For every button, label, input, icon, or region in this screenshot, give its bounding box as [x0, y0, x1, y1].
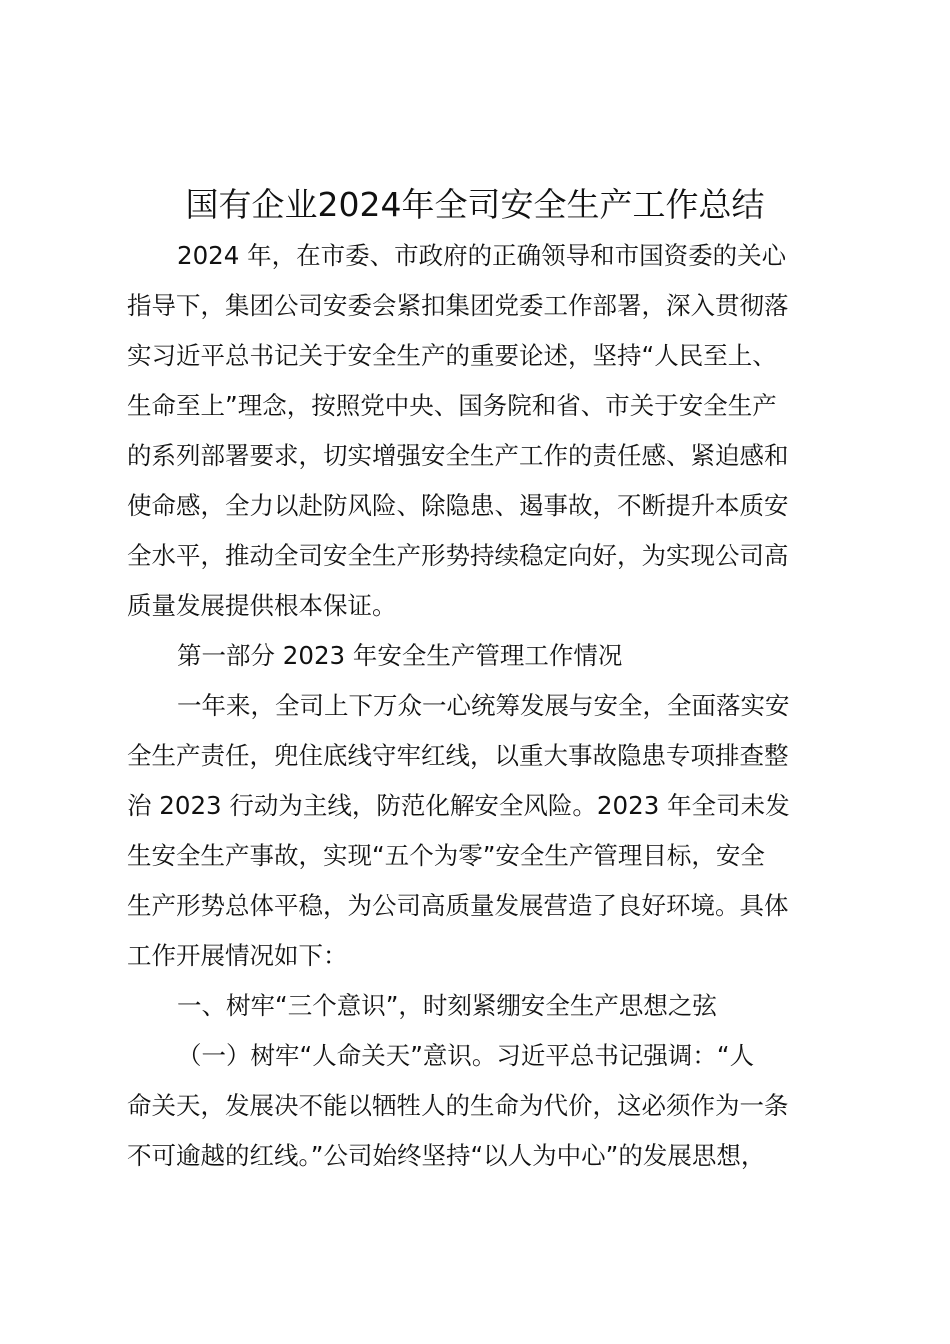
body-line: 生产形势总体平稳，为公司高质量发展营造了良好环境。具体: [127, 891, 789, 920]
body-line: 2024 年，在市委、市政府的正确领导和市国资委的关心: [177, 241, 787, 270]
body-line: 质量发展提供根本保证。: [127, 591, 397, 620]
body-line: 一、树牢“三个意识”，时刻紧绷安全生产思想之弦: [177, 991, 717, 1020]
body-line: 命关天，发展决不能以牺牲人的生命为代价，这必须作为一条: [127, 1091, 789, 1120]
document-body: [127, 231, 847, 1181]
body-line: 全水平，推动全司安全生产形势持续稳定向好，为实现公司高: [127, 541, 789, 570]
body-line: 全生产责任，兜住底线守牢红线，以重大事故隐患专项排查整: [127, 741, 789, 770]
body-line: 生命至上”理念，按照党中央、国务院和省、市关于安全生产: [127, 391, 777, 420]
body-line: 生安全生产事故，实现“五个为零”安全生产管理目标，安全: [127, 841, 765, 870]
body-line: 的系列部署要求，切实增强安全生产工作的责任感、紧迫感和: [127, 441, 789, 470]
body-line: 使命感，全力以赴防风险、除隐患、遏事故，不断提升本质安: [127, 491, 789, 520]
body-line: 指导下，集团公司安委会紧扣集团党委工作部署，深入贯彻落: [127, 291, 789, 320]
body-line: 实习近平总书记关于安全生产的重要论述，坚持“人民至上、: [127, 341, 777, 370]
body-line: 不可逾越的红线。”公司始终坚持“以人为中心”的发展思想，: [127, 1141, 766, 1170]
document-title: 国有企业2024年全司安全生产工作总结: [185, 185, 765, 224]
body-line: 治 2023 行动为主线，防范化解安全风险。2023 年全司未发: [127, 791, 790, 820]
body-line: （一）树牢“人命关天”意识。习近平总书记强调：“人: [177, 1041, 755, 1070]
body-line: 一年来，全司上下万众一心统筹发展与安全，全面落实安: [177, 691, 790, 720]
body-line: 第一部分 2023 年安全生产管理工作情况: [177, 641, 623, 670]
body-line: 工作开展情况如下：: [127, 941, 348, 970]
